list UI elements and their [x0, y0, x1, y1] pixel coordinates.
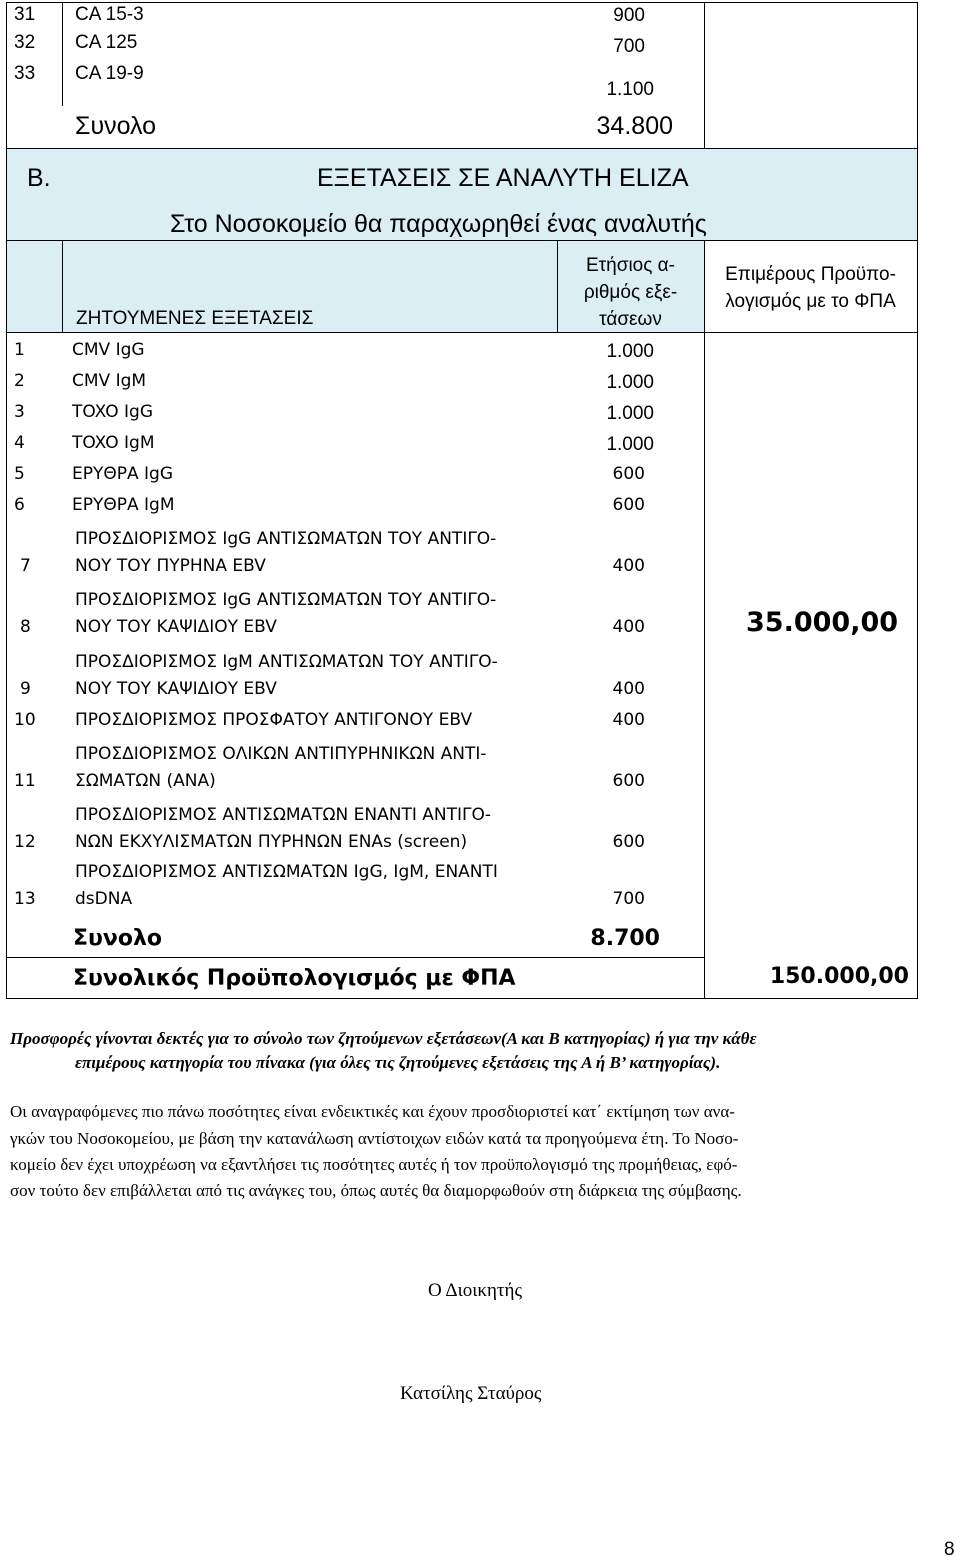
row-8-name-line1: ΠΡΟΣΔΙΟΡΙΣΜΟΣ IgG ΑΝΤΙΣΩΜΑΤΩΝ ΤΟΥ ΑΝΤΙΓΟ-	[75, 590, 497, 610]
section-title: ΕΞΕΤΑΣΕΙΣ ΣΕ ΑΝΑΛΥΤΗ ELIZA	[317, 164, 689, 192]
row-32-number: 32	[14, 32, 36, 53]
note-paragraph-line1: Οι αναγραφόμενες πιο πάνω ποσότητες είναι ενδεικτικές και έχουν προσδιοριστεί κατ΄ εκτίμηση των ανα-	[10, 1102, 735, 1121]
row-2-qty: 1.000	[606, 372, 654, 393]
row-11-name-line2: ΣΩΜΑΤΩΝ (ΑΝΑ)	[75, 771, 216, 791]
budget-value: 35.000,00	[746, 607, 899, 638]
row-32-name: CA 125	[75, 32, 138, 53]
row-8-qty: 400	[612, 617, 645, 637]
row-7-number: 7	[20, 556, 31, 576]
row-12-qty: 600	[612, 832, 645, 852]
row-12-name-line2: ΝΩΝ ΕΚΧΥΛΙΣΜΑΤΩΝ ΠΥΡΗΝΩΝ ENAs (screen)	[75, 832, 468, 852]
top-number-col-rule	[62, 2, 63, 106]
row-33-name: CA 19-9	[75, 63, 144, 84]
row-3-name: TOXO IgG	[72, 402, 153, 422]
section-total-value: 8.700	[590, 926, 660, 951]
row-3-number: 3	[14, 402, 25, 422]
row-32-qty: 700	[613, 36, 645, 57]
top-total-label: Συνολο	[75, 112, 157, 140]
row-31-number: 31	[14, 4, 36, 25]
header-annual-line3: τάσεων	[599, 309, 662, 330]
note-paragraph-line2: γκών του Νοσοκομείου, με βάση την κατανάλωση αντίστοιχων ειδών κατά τα προηγούμενα έτη. Το Νοσο-	[10, 1129, 739, 1148]
row-7-qty: 400	[612, 556, 645, 576]
row-5-name: ΕΡΥΘΡΑ IgG	[72, 464, 174, 484]
row-5-number: 5	[14, 464, 25, 484]
row-11-number: 11	[14, 771, 36, 791]
header-annual-line2: ριθμός εξε-	[583, 282, 678, 303]
row-11-qty: 600	[612, 771, 645, 791]
top-border	[6, 2, 918, 3]
row-4-qty: 1.000	[606, 434, 654, 455]
bottom-border	[6, 998, 918, 999]
row-9-name-line1: ΠΡΟΣΔΙΟΡΙΣΜΟΣ IgM ΑΝΤΙΣΩΜΑΤΩΝ ΤΟΥ ΑΝΤΙΓΟ-	[75, 652, 498, 672]
row-7-name-line2: ΝΟΥ ΤΟΥ ΠΥΡΗΝΑ EBV	[75, 556, 266, 576]
row-8-number: 8	[20, 617, 31, 637]
top-qty-col-rule	[704, 2, 705, 148]
top-total-value: 34.800	[596, 112, 673, 140]
row-1-number: 1	[14, 340, 25, 360]
row-12-name-line1: ΠΡΟΣΔΙΟΡΙΣΜΟΣ ΑΝΤΙΣΩΜΑΤΩΝ ΕΝΑΝΤΙ ΑΝΤΙΓΟ-	[75, 805, 491, 825]
row-9-qty: 400	[612, 679, 645, 699]
header-tests: ΖΗΤΟΥΜΕΝΕΣ ΕΞΕΤΑΣΕΙΣ	[76, 308, 314, 329]
header-budget-line1: Επιμέρους Προϋπο-	[725, 264, 896, 285]
note-italic-line1: Προσφορές γίνονται δεκτές για το σύνολο των ζητούμενων εξετάσεων(Α και Β κατηγορίας) ή για την κάθε	[10, 1029, 757, 1048]
row-4-number: 4	[14, 433, 25, 453]
row-13-name-line2: dsDNA	[75, 889, 133, 909]
row-3-qty: 1.000	[606, 403, 654, 424]
row-9-number: 9	[20, 679, 31, 699]
row-4-name: TOXO IgM	[72, 433, 155, 453]
row-13-number: 13	[14, 889, 36, 909]
header-budget-line2: λογισμός με το ΦΠΑ	[725, 291, 896, 312]
signature-name: Κατσίλης Σταύρος	[400, 1383, 542, 1404]
row-1-qty: 1.000	[606, 341, 654, 362]
row-31-qty: 900	[613, 5, 645, 26]
page-number: 8	[944, 1539, 955, 1560]
row-2-name: CMV IgM	[72, 371, 147, 391]
row-6-qty: 600	[612, 495, 645, 515]
note-paragraph-line4: σον τούτο δεν επιβάλλεται από τις ανάγκες του, όπως αυτές θα διαμορφωθούν στη διάρκεια της σύμβασης.	[10, 1181, 742, 1200]
left-border	[6, 2, 7, 999]
row-7-name-line1: ΠΡΟΣΔΙΟΡΙΣΜΟΣ IgG ΑΝΤΙΣΩΜΑΤΩΝ ΤΟΥ ΑΝΤΙΓΟ-	[75, 529, 497, 549]
row-33-number: 33	[14, 63, 36, 84]
row-12-number: 12	[14, 832, 36, 852]
row-13-qty: 700	[612, 889, 645, 909]
section-total-rule	[6, 957, 704, 958]
row-1-name: CMV IgG	[72, 340, 145, 360]
row-13-name-line1: ΠΡΟΣΔΙΟΡΙΣΜΟΣ ΑΝΤΙΣΩΜΑΤΩΝ IgG, IgM, ΕΝΑΝΤΙ	[75, 862, 498, 882]
row-11-name-line1: ΠΡΟΣΔΙΟΡΙΣΜΟΣ ΟΛΙΚΩΝ ΑΝΤΙΠΥΡΗΝΙΚΩΝ ΑΝΤΙ-	[75, 744, 487, 764]
header-budget-col-rule	[704, 240, 705, 998]
section-letter: Β.	[27, 164, 51, 192]
row-31-name: CA 15-3	[75, 4, 144, 25]
section-subtitle: Στο Νοσοκομείο θα παραχωρηθεί ένας αναλυτής	[170, 210, 707, 238]
signature-title: Ο Διοικητής	[428, 1280, 522, 1301]
row-2-number: 2	[14, 371, 25, 391]
row-5-qty: 600	[612, 464, 645, 484]
row-10-number: 10	[14, 710, 36, 730]
header-number-col-rule	[62, 240, 63, 332]
grand-total-value: 150.000,00	[769, 964, 909, 989]
row-9-name-line2: ΝΟΥ ΤΟΥ ΚΑΨΙΔΙΟΥ EBV	[75, 679, 277, 699]
row-6-number: 6	[14, 495, 25, 515]
note-paragraph-line3: κομείο δεν έχει υποχρέωση να εξαντλήσει τις ποσότητες αυτές ή τον προϋπολογισμό της προμήθειας, εφό-	[10, 1155, 738, 1174]
top-total-rule	[6, 148, 918, 149]
right-border	[917, 2, 918, 999]
row-6-name: ΕΡΥΘΡΑ IgM	[72, 495, 175, 515]
row-8-name-line2: ΝΟΥ ΤΟΥ ΚΑΨΙΔΙΟΥ EBV	[75, 617, 277, 637]
row-10-qty: 400	[612, 710, 645, 730]
row-10-name: ΠΡΟΣΔΙΟΡΙΣΜΟΣ ΠΡΟΣΦΑΤΟΥ ΑΝΤΙΓΟΝΟΥ EBV	[75, 710, 473, 730]
header-rule	[6, 332, 918, 333]
section-total-label: Συνολο	[73, 926, 163, 951]
note-italic-line2: επιμέρους κατηγορία του πίνακα (για όλες τις ζητούμενες εξετάσεις της Α ή Β’ κατηγορίας).	[75, 1053, 721, 1072]
row-33-qty: 1.100	[606, 79, 654, 100]
header-annual-line1: Ετήσιος α-	[585, 255, 675, 276]
grand-total-label: Συνολικός Προϋπολογισμός με ΦΠΑ	[73, 966, 516, 991]
subtitle-rule	[6, 240, 918, 241]
